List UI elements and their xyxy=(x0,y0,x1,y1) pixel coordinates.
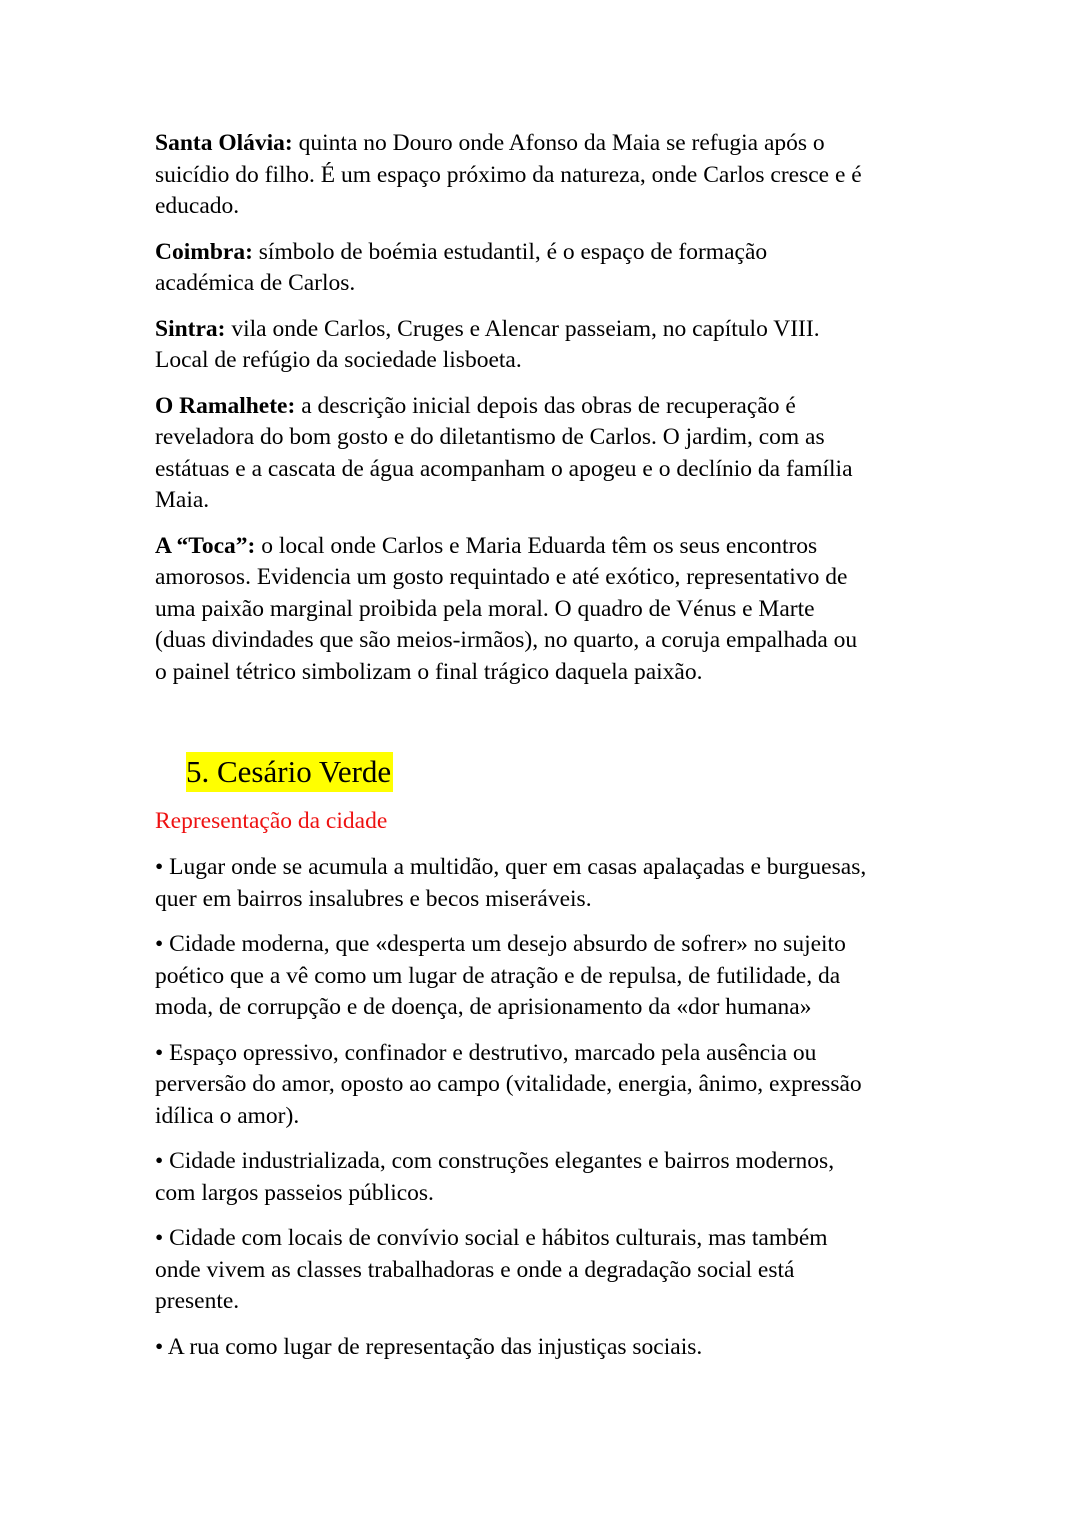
places-section xyxy=(155,128,955,702)
paragraph-line: o painel tétrico simbolizam o final trágico daquela paixão. xyxy=(155,658,703,685)
bullet-line: • Lugar onde se acumula a multidão, quer em casas apalaçadas e burguesas, xyxy=(155,854,867,880)
section-subheading: Representação da cidade xyxy=(155,808,388,834)
paragraph-line: a descrição inicial depois das obras de recuperação é xyxy=(295,392,796,419)
bullet-list xyxy=(155,852,955,1377)
line xyxy=(155,485,955,517)
line xyxy=(155,160,955,192)
paragraph-line: académica de Carlos. xyxy=(155,270,356,296)
paragraph-line: reveladora do bom gosto e do diletantismo de Carlos. O jardim, com as xyxy=(155,424,825,450)
place-label: Santa Olávia: xyxy=(155,130,293,156)
bullet-line: poético que a vê como um lugar de atração e de repulsa, de futilidade, da xyxy=(155,962,841,989)
bullet-line: quer em bairros insalubres e becos miseráveis. xyxy=(155,885,592,912)
bullet-item xyxy=(155,1146,955,1209)
paragraph-line: o local onde Carlos e Maria Eduarda têm os seus encontros xyxy=(255,532,818,559)
paragraph-line: vila onde Carlos, Cruges e Alencar passeiam, no capítulo VIII. xyxy=(225,315,820,342)
bullet-item xyxy=(155,929,955,1024)
bullet-item xyxy=(155,1223,955,1318)
line xyxy=(155,594,955,626)
bullet-line: • Cidade moderna, que «desperta um desejo absurdo de sofrer» no sujeito xyxy=(155,931,846,957)
bullet-item xyxy=(155,852,955,915)
line xyxy=(155,191,955,223)
line xyxy=(155,237,955,269)
line xyxy=(155,562,955,594)
bullet-item xyxy=(155,1038,955,1133)
paragraph-line: educado. xyxy=(155,193,240,219)
paragraph-line: suicídio do filho. É um espaço próximo da natureza, onde Carlos cresce e é xyxy=(155,161,862,188)
bullet-line: • Espaço opressivo, confinador e destrutivo, marcado pela ausência ou xyxy=(155,1039,817,1066)
place-label: Coimbra: xyxy=(155,238,253,265)
line xyxy=(155,128,955,160)
place-label: A “Toca”: xyxy=(155,532,256,559)
bullet-line: • Cidade industrializada, com construções elegantes e bairros modernos, xyxy=(155,1148,835,1174)
bullet-line: • A rua como lugar de representação das injustiças sociais. xyxy=(155,1333,703,1360)
place-paragraph xyxy=(155,237,955,300)
line xyxy=(155,657,955,689)
line xyxy=(155,391,955,423)
line xyxy=(155,454,955,486)
bullet-line: presente. xyxy=(155,1288,240,1314)
place-paragraph xyxy=(155,531,955,689)
paragraph-line: (duas divindades que são meios-irmãos), no quarto, a coruja empalhada ou xyxy=(155,627,858,653)
paragraph-line: quinta no Douro onde Afonso da Maia se refugia após o xyxy=(292,130,825,156)
line xyxy=(155,314,955,346)
bullet-item xyxy=(155,1332,955,1364)
bullet-line: • Cidade com locais de convívio social e hábitos culturais, mas também xyxy=(155,1225,828,1251)
paragraph-line: estátuas e a cascata de água acompanham o apogeu e o declínio da família xyxy=(155,455,853,482)
line xyxy=(155,422,955,454)
place-paragraph xyxy=(155,391,955,517)
bullet-line: perversão do amor, oposto ao campo (vitalidade, energia, ânimo, expressão xyxy=(155,1071,862,1097)
line xyxy=(155,268,955,300)
section-heading: 5. Cesário Verde xyxy=(186,752,393,792)
bullet-line: idílica o amor). xyxy=(155,1102,300,1129)
paragraph-line: amorosos. Evidencia um gosto requintado e até exótico, representativo de xyxy=(155,564,848,590)
line xyxy=(155,345,955,377)
place-paragraph xyxy=(155,314,955,377)
place-label: Sintra: xyxy=(155,315,226,342)
paragraph-line: Local de refúgio da sociedade lisboeta. xyxy=(155,347,522,373)
bullet-line: moda, de corrupção e de doença, de aprisionamento da «dor humana» xyxy=(155,994,812,1020)
bullet-line: com largos passeios públicos. xyxy=(155,1179,434,1206)
line xyxy=(155,625,955,657)
line xyxy=(155,531,955,563)
paragraph-line: uma paixão marginal proibida pela moral. O quadro de Vénus e Marte xyxy=(155,595,815,622)
paragraph-line: símbolo de boémia estudantil, é o espaço de formação xyxy=(252,238,768,265)
place-label: O Ramalhete: xyxy=(155,392,296,419)
paragraph-line: Maia. xyxy=(155,487,210,513)
bullet-line: onde vivem as classes trabalhadoras e onde a degradação social está xyxy=(155,1256,795,1283)
place-paragraph xyxy=(155,128,955,223)
